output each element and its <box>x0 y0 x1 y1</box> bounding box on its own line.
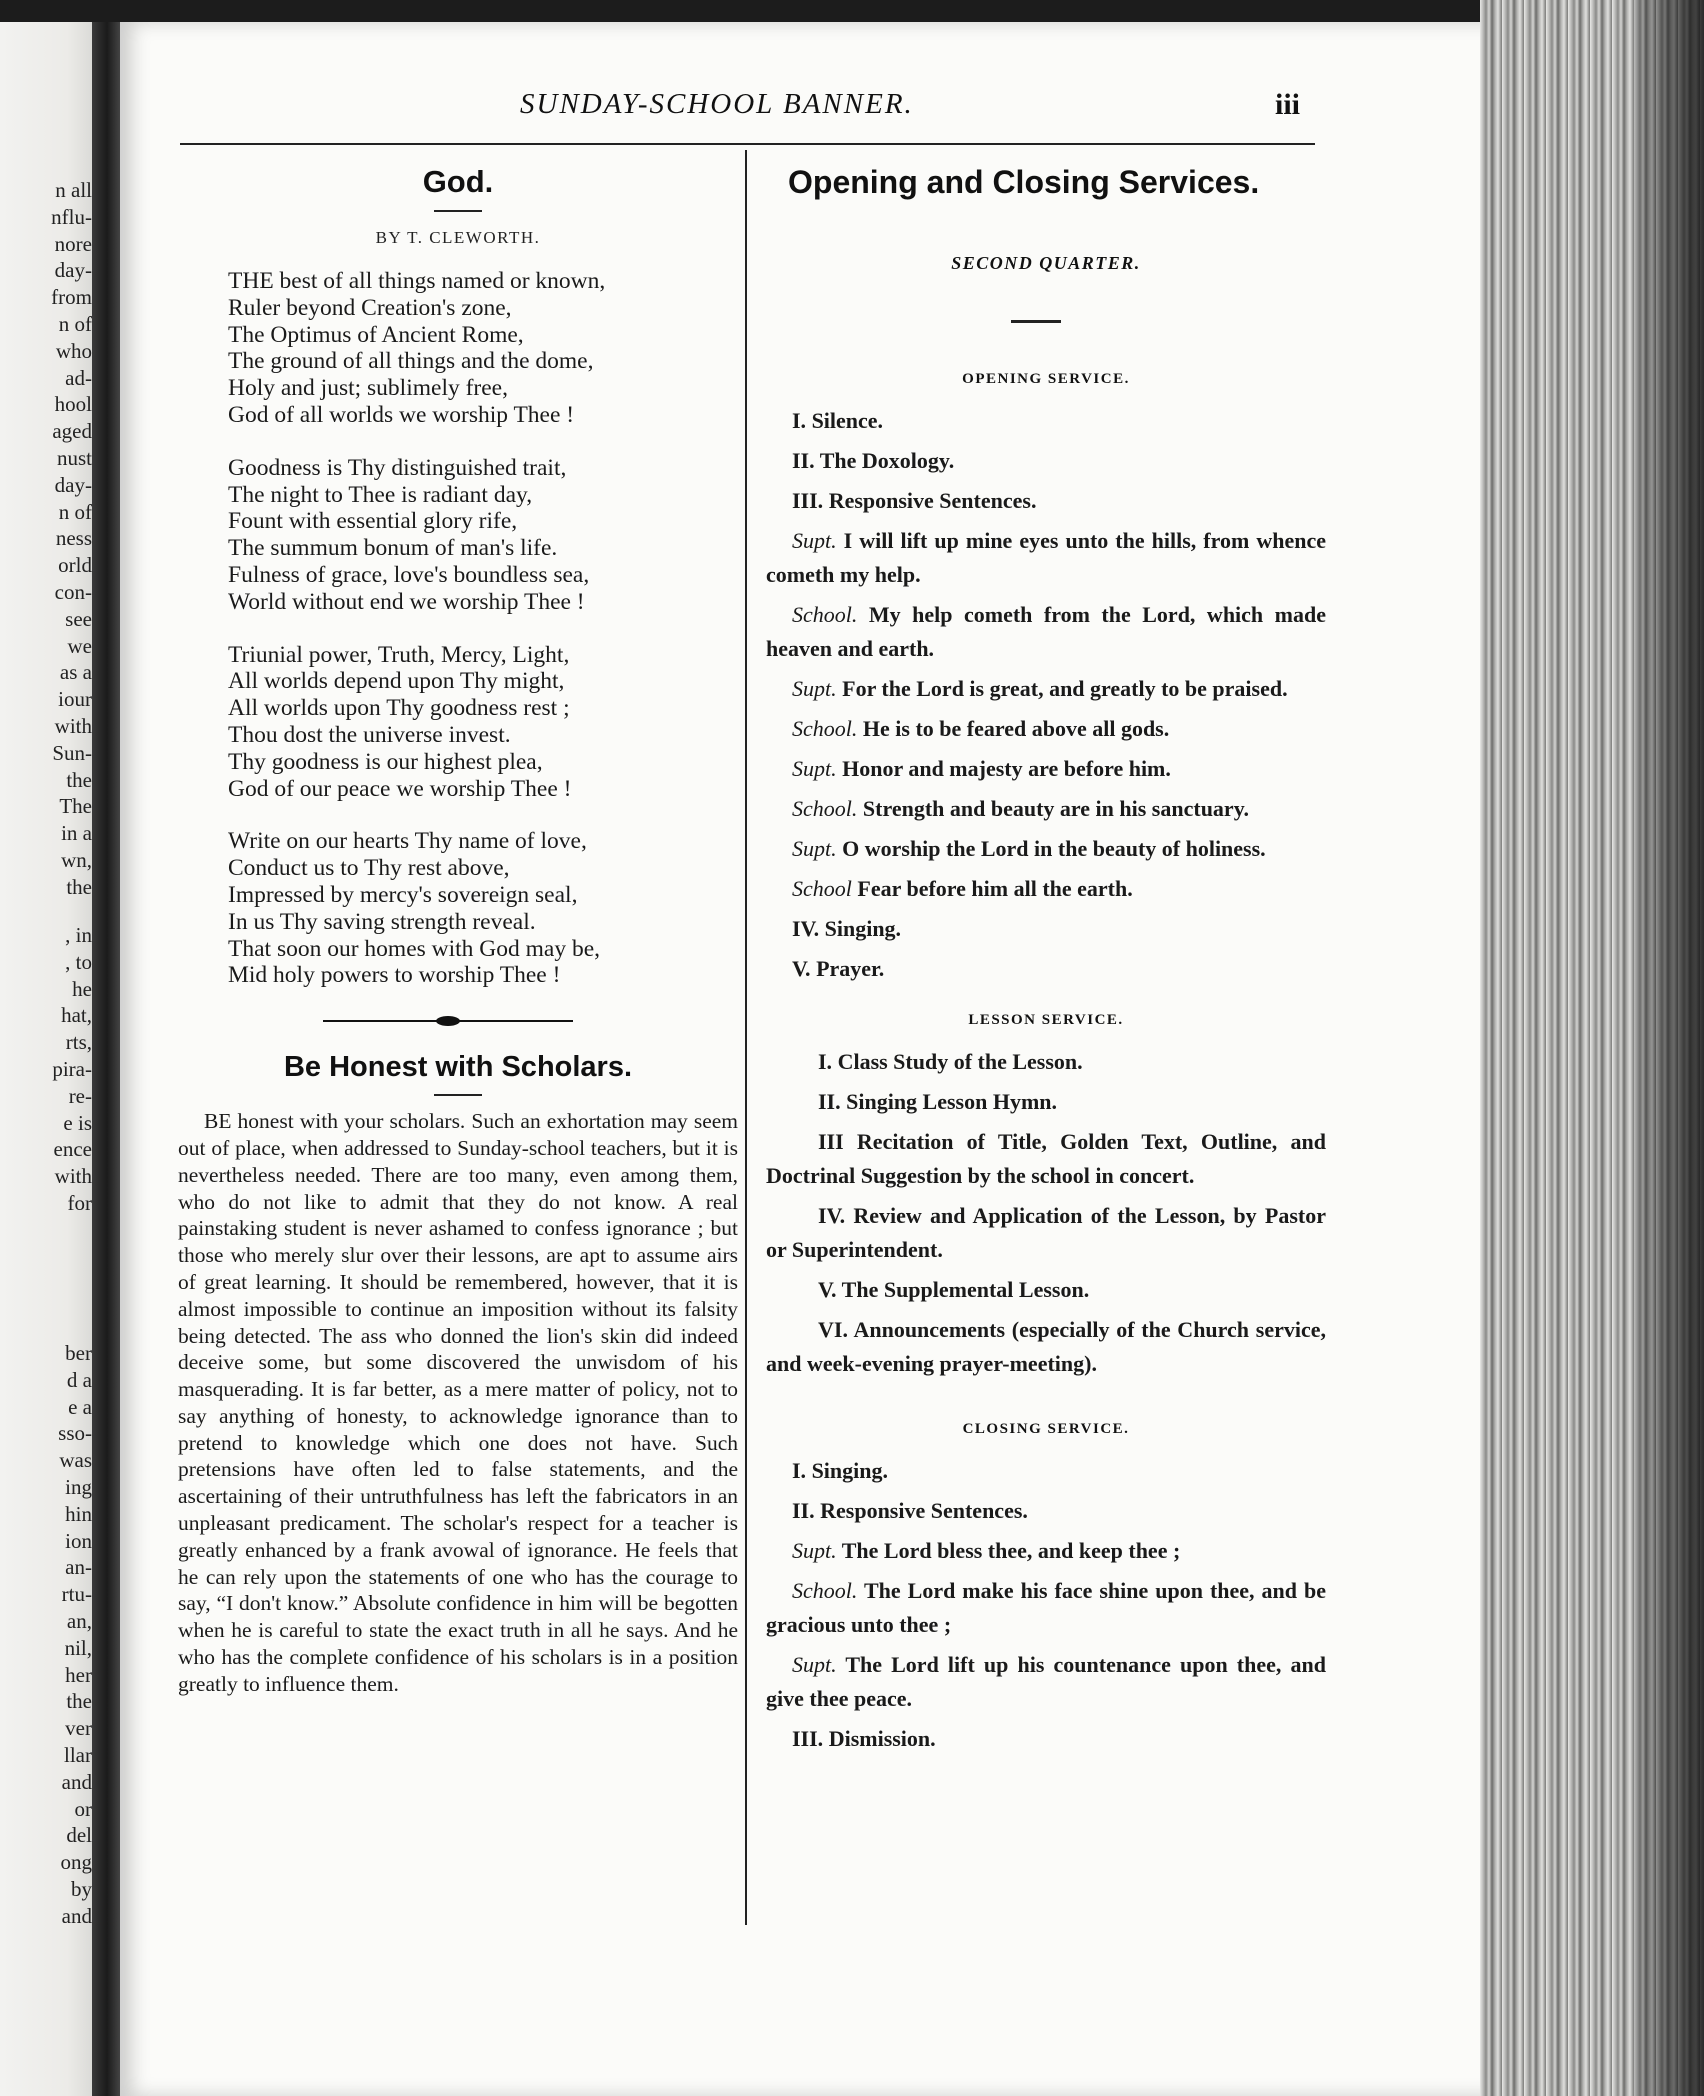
sentence-text: I will lift up mine eyes unto the hills, from whence cometh my help. <box>766 528 1326 587</box>
fragment-line: sso- <box>58 1421 92 1446</box>
fragment-line: aged <box>52 419 92 444</box>
services-title: Opening and Closing Services. <box>788 164 1260 200</box>
fragment-line: an- <box>65 1555 92 1580</box>
sentence-text: Strength and beauty are in his sanctuary. <box>857 796 1249 821</box>
fragment-line: for <box>67 1190 92 1215</box>
item-numeral: I. <box>818 1049 833 1074</box>
fragment-line: with <box>54 713 92 738</box>
fragment-line: hin <box>65 1501 92 1526</box>
poem-line: God of our peace we worship Thee ! <box>228 775 572 802</box>
numbered-item <box>766 1085 1326 1119</box>
fragment-line: hool <box>54 392 92 417</box>
fragment-line: wn, <box>61 847 92 872</box>
fragment-line: her <box>65 1662 92 1687</box>
fragment-line: and <box>61 1769 92 1794</box>
item-text: Responsive Sentences. <box>823 488 1037 513</box>
fragment-line: e is <box>63 1110 92 1135</box>
fragment-line: n of <box>58 499 92 524</box>
poem-line: The ground of all things and the dome, <box>228 348 594 375</box>
fragment-line: orld <box>58 553 92 578</box>
item-numeral: IV. <box>792 916 820 941</box>
fragment-line: llar <box>64 1742 92 1767</box>
fragment-line: ver <box>65 1716 92 1741</box>
header-rule <box>180 143 1315 145</box>
item-text: Dismission. <box>823 1726 936 1751</box>
article-first-word: BE <box>204 1109 232 1134</box>
fragment-line: day- <box>54 472 92 497</box>
poem-stanza <box>228 268 738 429</box>
poem-line: The night to Thee is radiant day, <box>228 481 533 508</box>
sentence-text: For the Lord is great, and greatly to be praised. <box>836 676 1288 701</box>
fragment-line: ness <box>55 526 92 551</box>
lesson-service-heading: LESSON SERVICE. <box>968 1012 1124 1028</box>
lesson-service-list <box>766 1045 1326 1381</box>
speaker-role: School. <box>792 1578 858 1603</box>
poem-line: All worlds upon Thy goodness rest ; <box>228 695 570 722</box>
numbered-item <box>766 1454 1326 1488</box>
poem-line: Write on our hearts Thy name of love, <box>228 828 587 855</box>
right-column <box>766 160 1326 1762</box>
article-body <box>178 1108 738 1698</box>
numbered-item <box>766 404 1326 438</box>
sentence-text: O worship the Lord in the beauty of holiness. <box>836 836 1266 861</box>
item-text: Announcements (especially of the Church service, and week-evening prayer-meeting). <box>766 1317 1326 1376</box>
numbered-item <box>766 1313 1326 1381</box>
numbered-item <box>766 952 1326 986</box>
fragment-line: , in <box>65 923 92 947</box>
poem-byline: BY T. CLEWORTH. <box>375 228 541 247</box>
item-text: Class Study of the Lesson. <box>832 1049 1083 1074</box>
item-numeral: III. <box>792 1726 824 1751</box>
poem-line: Fount with essential glory rife, <box>228 508 518 535</box>
numbered-item <box>766 1125 1326 1193</box>
item-numeral: I. <box>792 408 807 433</box>
fragment-line: was <box>59 1448 92 1473</box>
numbered-item <box>766 912 1326 946</box>
speaker-role: School <box>792 876 852 901</box>
ornamental-divider <box>323 1015 573 1027</box>
fragment-line: ion <box>65 1528 92 1553</box>
item-numeral: III <box>818 1129 844 1154</box>
item-text: The Supplemental Lesson. <box>836 1277 1090 1302</box>
poem-stanza <box>228 828 738 989</box>
fragment-line: e a <box>68 1394 92 1419</box>
speaker-role: Supt. <box>792 756 837 781</box>
sentence-text: The Lord bless thee, and keep thee ; <box>836 1538 1181 1563</box>
fragment-line: nust <box>56 445 92 470</box>
fragment-line: n of <box>58 311 92 336</box>
closing-service-heading: CLOSING SERVICE. <box>962 1421 1130 1437</box>
fragment-line: in a <box>61 821 92 846</box>
running-head: SUNDAY-SCHOOL BANNER. <box>520 88 914 120</box>
fragment-line: he <box>72 976 92 1001</box>
sentence-text: He is to be feared above all gods. <box>857 716 1170 741</box>
fragment-line: who <box>55 338 92 363</box>
numbered-item <box>766 484 1326 518</box>
responsive-sentence <box>766 598 1326 666</box>
fragment-line: del <box>66 1823 92 1848</box>
poem-line: Fulness of grace, love's boundless sea, <box>228 561 590 588</box>
item-numeral: IV. <box>818 1203 846 1228</box>
poem-line: Thou dost the universe invest. <box>228 721 511 748</box>
fragment-line: rtu- <box>61 1582 92 1607</box>
fragment-line: nil, <box>64 1635 92 1660</box>
poem-line: The summum bonum of man's life. <box>228 535 558 562</box>
sentence-text: Fear before him all the earth. <box>851 876 1133 901</box>
poem-line: Triunial power, Truth, Mercy, Light, <box>228 641 570 668</box>
speaker-role: School. <box>792 716 858 741</box>
item-numeral: V. <box>792 956 811 981</box>
fragment-line: ing <box>65 1474 92 1499</box>
poem-line: Ruler beyond Creation's zone, <box>228 294 512 321</box>
item-text: Recitation of Title, Golden Text, Outline, and Doctrinal Suggestion by the school in concert. <box>766 1129 1326 1188</box>
responsive-sentence <box>766 672 1326 706</box>
previous-page-text-block-1 <box>51 177 92 901</box>
fragment-line: , to <box>65 949 92 974</box>
fragment-line: day- <box>54 258 92 283</box>
poem-line: Impressed by mercy's sovereign seal, <box>228 881 578 908</box>
poem-line: All worlds depend upon Thy might, <box>228 668 565 695</box>
poem-line: Thy goodness is our highest plea, <box>228 748 543 775</box>
column-rule <box>745 150 747 1925</box>
fragment-line: see <box>65 606 92 631</box>
sentence-text: The Lord make his face shine upon thee, and be gracious unto thee ; <box>766 1578 1326 1637</box>
fragment-line: hat, <box>61 1003 92 1028</box>
item-text: Review and Application of the Lesson, by Pastor or Superintendent. <box>766 1203 1326 1262</box>
fragment-line: Sun- <box>52 740 92 765</box>
fragment-line: the <box>66 767 92 792</box>
poem-line: The Optimus of Ancient Rome, <box>228 321 524 348</box>
book-gutter <box>92 22 122 2096</box>
previous-page-text-block-2 <box>52 922 92 1217</box>
poem-title: God. <box>422 164 494 199</box>
fragment-line: iour <box>58 687 92 712</box>
fragment-line: ong <box>60 1850 92 1875</box>
title-rule <box>434 210 482 212</box>
responsive-sentence <box>766 792 1326 826</box>
item-numeral: I. <box>792 1458 807 1483</box>
responsive-sentence <box>766 752 1326 786</box>
title-rule <box>434 1094 482 1096</box>
responsive-sentence <box>766 872 1326 906</box>
fragment-line: we <box>67 633 92 658</box>
responsive-sentence <box>766 1574 1326 1642</box>
sentence-text: The Lord lift up his countenance upon thee, and give thee peace. <box>766 1652 1326 1711</box>
poem-line: Mid holy powers to worship Thee ! <box>228 962 561 989</box>
poem-line: In us Thy saving strength reveal. <box>228 908 536 935</box>
item-text: The Doxology. <box>814 448 955 473</box>
numbered-item <box>766 1722 1326 1756</box>
poem-line: Conduct us to Thy rest above, <box>228 855 510 882</box>
fragment-line: con- <box>54 579 92 604</box>
fragment-line: The <box>59 794 92 819</box>
opening-service-list <box>766 404 1326 986</box>
responsive-sentence <box>766 524 1326 592</box>
previous-page-text-block-3 <box>58 1340 92 1930</box>
speaker-role: School. <box>792 796 858 821</box>
speaker-role: School. <box>792 602 858 627</box>
item-numeral: II. <box>792 1498 815 1523</box>
fragment-line: and <box>61 1903 92 1928</box>
fragment-line: ence <box>53 1137 92 1162</box>
fragment-line: ad- <box>65 365 92 390</box>
item-numeral: V. <box>818 1277 837 1302</box>
fragment-line: or <box>74 1796 92 1821</box>
left-column <box>178 160 738 1719</box>
poem-line: World without end we worship Thee ! <box>228 588 585 615</box>
poem-line: God of all worlds we worship Thee ! <box>228 401 575 428</box>
article-title: Be Honest with Scholars. <box>283 1051 633 1084</box>
item-text: Responsive Sentences. <box>814 1498 1028 1523</box>
poem-line: Holy and just; sublimely free, <box>228 375 508 402</box>
fragment-line: the <box>66 874 92 899</box>
poem-line: Goodness is Thy distinguished trait, <box>228 454 567 481</box>
poem-stanza <box>228 642 738 803</box>
closing-service-list <box>766 1454 1326 1756</box>
page-fore-edge <box>1480 0 1704 2096</box>
sentence-text: Honor and majesty are before him. <box>836 756 1171 781</box>
fragment-line: n all <box>55 178 92 202</box>
item-text: Singing. <box>806 1458 888 1483</box>
previous-page-edge <box>0 22 96 2096</box>
scan-top-border <box>0 0 1704 22</box>
article-text: honest with your scholars. Such an exhortation may seem out of place, when addressed to Sunday-school teachers, but it is nevertheless needed. There are too many, even among them, who do not like to admit that they do not know. A real painstaking student is never ashamed to confess ignorance ; but those who merely slur over their lessons, are apt to assume airs of great learning. It should be remembered, however, that it is almost impossible to continue an imposition without its falsity being detected. The ass who donned the lion's skin did indeed deceive some, but some discovered the unwisdom of his masquerading. It is far better, as a mere matter of policy, not to say anything of honesty, to acknowledge ignorance than to pretend to knowledge which one does not have. Such pretensions have often led to false statements, and the ascertaining of their untruthfulness has left the fabricators in an unpleasant predicament. The scholar's respect for a teacher is greatly enhanced by a frank avowal of ignorance. He feels that he can rely upon the statements of one who has the courage to say, “I don't know.” Absolute confidence in him will be begotten when he is careful to state the exact truth in all he says. And he who has the complete confidence of his scholars is in a position greatly to influence them. <box>178 1109 738 1696</box>
speaker-role: Supt. <box>792 1652 837 1677</box>
numbered-item <box>766 1494 1326 1528</box>
poem-stanza <box>228 455 738 616</box>
numbered-item <box>766 1273 1326 1307</box>
fragment-line: an, <box>66 1608 92 1633</box>
page-number: iii <box>1275 88 1301 121</box>
fragment-line: nflu- <box>51 204 92 229</box>
fragment-line: re- <box>68 1083 92 1108</box>
section-rule <box>1011 320 1061 323</box>
quarter-label: SECOND QUARTER. <box>951 253 1141 273</box>
responsive-sentence <box>766 832 1326 866</box>
opening-service-heading: OPENING SERVICE. <box>962 371 1130 387</box>
item-text: Silence. <box>806 408 884 433</box>
speaker-role: Supt. <box>792 1538 837 1563</box>
speaker-role: Supt. <box>792 836 837 861</box>
fragment-line: nore <box>54 231 92 256</box>
fragment-line: by <box>71 1876 92 1901</box>
fragment-line: rts, <box>65 1030 92 1055</box>
numbered-item <box>766 1199 1326 1267</box>
speaker-role: Supt. <box>792 528 837 553</box>
fragment-line: from <box>51 285 92 310</box>
item-numeral: II. <box>792 448 815 473</box>
fragment-line: ber <box>65 1341 92 1365</box>
item-numeral: II. <box>818 1089 841 1114</box>
poem-line: THE best of all things named or known, <box>228 268 606 294</box>
numbered-item <box>766 444 1326 478</box>
fragment-line: as a <box>59 660 92 685</box>
fragment-line: with <box>54 1164 92 1189</box>
item-text: Singing. <box>819 916 902 941</box>
item-text: Prayer. <box>810 956 885 981</box>
item-numeral: III. <box>792 488 824 513</box>
speaker-role: Supt. <box>792 676 837 701</box>
poem-line: That soon our homes with God may be, <box>228 935 601 962</box>
fragment-line: the <box>66 1689 92 1714</box>
poem-body <box>228 268 738 989</box>
item-text: Singing Lesson Hymn. <box>840 1089 1058 1114</box>
responsive-sentence <box>766 712 1326 746</box>
fragment-line: d a <box>66 1367 92 1392</box>
fragment-line: pira- <box>52 1056 92 1081</box>
responsive-sentence <box>766 1534 1326 1568</box>
item-numeral: VI. <box>818 1317 848 1342</box>
sentence-text: My help cometh from the Lord, which made heaven and earth. <box>766 602 1326 661</box>
responsive-sentence <box>766 1648 1326 1716</box>
numbered-item <box>766 1045 1326 1079</box>
